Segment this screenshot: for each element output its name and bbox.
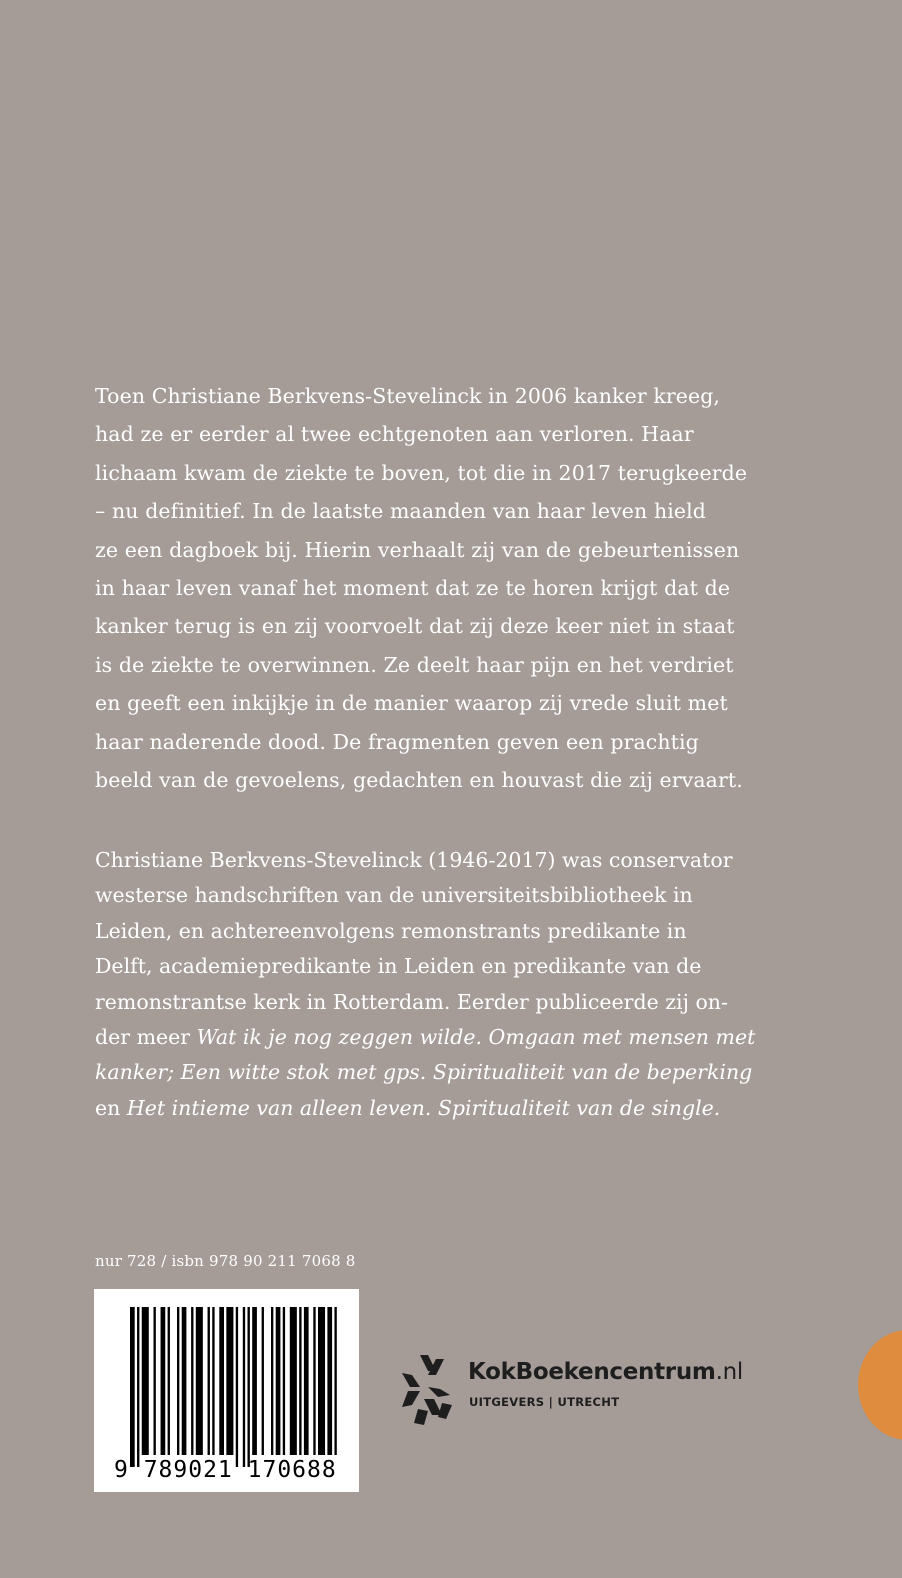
publisher-name [468, 1359, 743, 1385]
blurb-line: is de ziekte te overwinnen. Ze deelt haar pijn en het verdriet [95, 652, 734, 677]
bio-line: Delft, academiepredikante in Leiden en predikante van de [95, 954, 702, 979]
bio-line: remonstrantse kerk in Rotterdam. Eerder publiceerde zij on- [95, 989, 728, 1014]
barcode-bar [283, 1307, 285, 1455]
orange-accent-circle [858, 1330, 902, 1440]
barcode-digits: 9 789021 170688 [114, 1457, 337, 1483]
barcode-bar [196, 1307, 203, 1455]
barcode-bar [276, 1307, 281, 1455]
blurb-line: – nu definitief. In de laatste maanden van haar leven hield [95, 499, 707, 524]
bio-line: Christiane Berkvens-Stevelinck (1946-2017) was conservator [95, 848, 733, 872]
blurb-line: in haar leven vanaf het moment dat ze te horen krijgt dat de [95, 576, 731, 601]
barcode-bar [130, 1307, 135, 1467]
publisher-name-tld: .nl [715, 1359, 743, 1385]
barcode-bar [252, 1307, 257, 1455]
barcode-bar [313, 1307, 315, 1455]
barcode-bar [137, 1307, 139, 1467]
bio-line [95, 1091, 795, 1126]
barcode-bar [248, 1307, 250, 1467]
book-title: Wat ik je nog zeggen wilde. Omgaan met mensen met [196, 1025, 756, 1050]
book-title: Het intieme van alleen leven. Spiritualiteit van de single. [126, 1095, 721, 1120]
barcode-bar [304, 1307, 309, 1455]
barcode-bar [142, 1307, 149, 1455]
blurb-line: haar naderende dood. De fragmenten geven een prachtig [95, 729, 699, 754]
publisher-name-main: KokBoekencentrum [468, 1359, 716, 1385]
barcode-bar [327, 1307, 332, 1455]
bio-line: Leiden, en achtereenvolgens remonstrants predikante in [95, 918, 687, 943]
barcode-bar [182, 1307, 187, 1455]
barcode-bar [299, 1307, 301, 1455]
barcode-bar [262, 1307, 264, 1455]
book-title: kanker; Een witte stok met gps. Spiritualiteit van de beperking [95, 1060, 753, 1085]
blurb-text [95, 377, 795, 799]
blurb-line: beeld van de gevoelens, gedachten en houvast die zij ervaart. [95, 768, 743, 793]
barcode [94, 1289, 359, 1492]
barcode-bar [271, 1307, 273, 1455]
blurb-line: ze een dagboek bij. Hierin verhaalt zij van de gebeurtenissen [95, 537, 740, 562]
barcode-bar [243, 1307, 245, 1467]
bio-text: der meer [95, 1025, 197, 1050]
bio-line [95, 1020, 795, 1055]
barcode-bar [168, 1307, 170, 1455]
barcode-bar [161, 1307, 166, 1455]
barcode-bar [334, 1307, 336, 1455]
barcode-bar [290, 1307, 297, 1455]
barcode-bar [318, 1307, 325, 1455]
author-bio [95, 843, 795, 1126]
bio-text: en [95, 1095, 127, 1120]
barcode-bar [177, 1307, 179, 1455]
publisher-subtitle: UITGEVERS | UTRECHT [469, 1395, 620, 1409]
blurb-line: Toen Christiane Berkvens-Stevelinck in 2006 kanker kreeg, [95, 384, 721, 408]
publisher-logo [398, 1345, 758, 1435]
barcode-bar [208, 1307, 210, 1455]
barcode-bar [236, 1307, 238, 1467]
barcode-bar [154, 1307, 156, 1455]
barcode-bar [191, 1307, 193, 1455]
blurb-line: lichaam kwam de ziekte te boven, tot die in 2017 terugkeerde [95, 460, 748, 485]
bio-line: westerse handschriften van de universiteitsbibliotheek in [95, 883, 693, 908]
barcode-bar [226, 1307, 233, 1455]
barcode-bar [219, 1307, 224, 1455]
publisher-mark-icon [398, 1353, 458, 1433]
blurb-line: kanker terug is en zij voorvoelt dat zij deze keer niet in staat [95, 614, 735, 639]
blurb-line: had ze er eerder al twee echtgenoten aan verloren. Haar [95, 422, 694, 447]
barcode-bar [212, 1307, 214, 1455]
isbn-line: nur 728 / isbn 978 90 211 7068 8 [95, 1252, 356, 1270]
blurb-line: en geeft een inkijkje in de manier waarop zij vrede sluit met [95, 691, 728, 716]
bio-line [95, 1055, 795, 1090]
